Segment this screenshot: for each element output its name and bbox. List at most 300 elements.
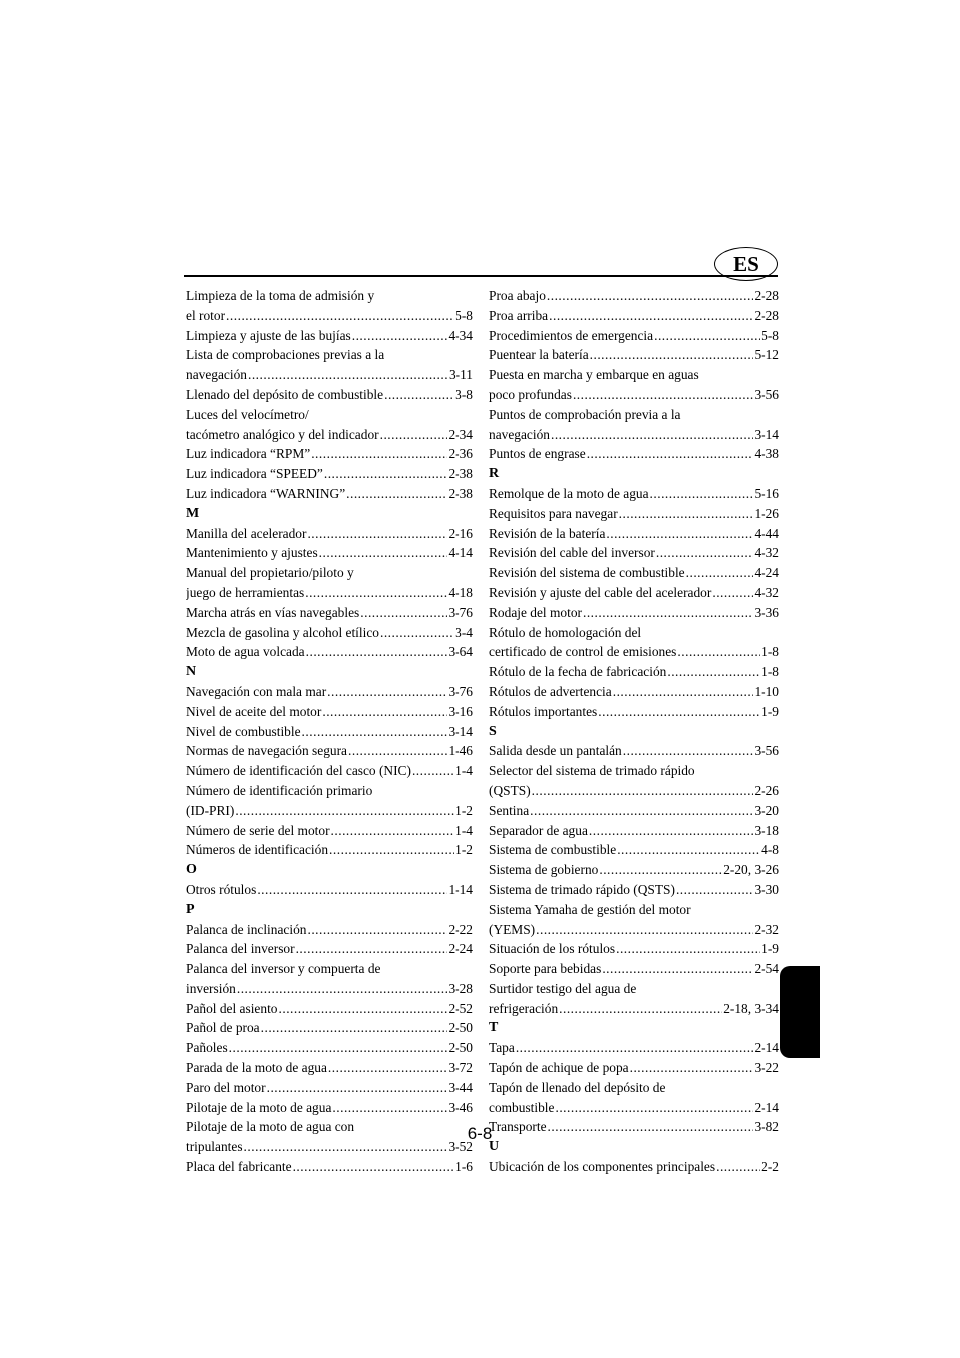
index-entry	[489, 444, 779, 464]
entry-page: 2-38	[448, 485, 473, 501]
index-entry	[186, 722, 473, 742]
dot-leader	[654, 326, 760, 346]
dot-leader	[307, 920, 447, 940]
entry-page: 1-46	[448, 743, 473, 759]
index-entry	[186, 326, 473, 346]
entry-label: Salida desde un pantalán	[489, 743, 622, 759]
dot-leader	[573, 385, 754, 405]
entry-page: 5-8	[761, 327, 779, 343]
entry-label: Ubicación de los componentes principales	[489, 1159, 716, 1175]
entry-page: 2-24	[448, 941, 473, 957]
index-entry	[489, 543, 779, 563]
index-entry	[489, 801, 779, 821]
index-entry	[489, 1038, 779, 1058]
entry-label: Sistema de gobierno	[489, 862, 599, 878]
dot-leader	[532, 781, 754, 801]
dot-leader	[616, 939, 760, 959]
entry-label: Normas de navegación segura	[186, 743, 347, 759]
index-entry	[489, 326, 779, 346]
index-entry	[186, 840, 473, 860]
index-entry	[489, 1098, 779, 1118]
dot-leader	[329, 840, 454, 860]
dot-leader	[559, 999, 722, 1019]
dot-leader	[712, 583, 753, 603]
dot-leader	[606, 524, 753, 544]
entry-label: (QSTS)	[489, 782, 531, 798]
index-entry	[489, 781, 779, 801]
index-entry	[186, 464, 473, 484]
index-entry	[489, 504, 779, 524]
dot-leader	[346, 484, 447, 504]
letter-label: S	[489, 723, 497, 739]
dot-leader	[331, 821, 455, 841]
entry-page: 2-18, 3-34	[723, 1000, 779, 1016]
entry-label: Proa arriba	[489, 307, 549, 323]
entry-label: Pañol del asiento	[186, 1000, 278, 1016]
entry-label: Luz indicadora “WARNING”	[186, 485, 346, 501]
entry-label: tripulantes	[186, 1139, 243, 1155]
index-entry-text	[489, 1078, 779, 1098]
entry-page: 1-2	[455, 802, 473, 818]
dot-leader	[348, 741, 447, 761]
index-entry	[489, 939, 779, 959]
entry-page: 1-8	[761, 664, 779, 680]
dot-leader	[324, 464, 448, 484]
entry-page: 5-12	[754, 347, 779, 363]
index-entry	[186, 1078, 473, 1098]
dot-leader	[293, 1157, 455, 1177]
entry-label: Rodaje del motor	[489, 604, 582, 620]
dot-leader	[686, 563, 754, 583]
entry-label: Llenado del depósito de combustible	[186, 386, 384, 402]
index-entry	[186, 939, 473, 959]
index-entry	[186, 623, 473, 643]
dot-leader	[384, 385, 454, 405]
dot-leader	[327, 682, 447, 702]
entry-page: 3-16	[448, 703, 473, 719]
entry-page: 2-50	[448, 1020, 473, 1036]
index-entry-text	[186, 286, 473, 306]
dot-leader	[619, 504, 754, 524]
entry-page: 3-44	[448, 1079, 473, 1095]
index-entry	[186, 1157, 473, 1177]
index-entry	[186, 880, 473, 900]
dot-leader	[306, 642, 448, 662]
entry-label: Puentear la batería	[489, 347, 589, 363]
entry-label: Nivel de aceite del motor	[186, 703, 322, 719]
index-entry-text	[489, 900, 779, 920]
dot-leader	[261, 1018, 448, 1038]
index-entry	[186, 1098, 473, 1118]
dot-leader	[630, 1058, 754, 1078]
entry-label: Revisión y ajuste del cable del acelerador	[489, 584, 712, 600]
entry-page: 3-52	[448, 1139, 473, 1155]
index-entry	[489, 662, 779, 682]
entry-label: Revisión de la batería	[489, 525, 606, 541]
dot-leader	[267, 1078, 448, 1098]
entry-label: Puntos de engrase	[489, 446, 586, 462]
dot-leader	[237, 979, 448, 999]
entry-label: Nivel de combustible	[186, 723, 301, 739]
index-entry-text	[489, 365, 779, 385]
entry-page: 2-22	[448, 921, 473, 937]
entry-label: Sistema de combustible	[489, 842, 617, 858]
entry-label: Número de identificación primario	[186, 782, 373, 798]
entry-label: Mezcla de gasolina y alcohol etílico	[186, 624, 379, 640]
index-entry	[489, 563, 779, 583]
entry-page: 1-26	[754, 505, 779, 521]
dot-leader	[617, 840, 760, 860]
entry-label: Manual del propietario/piloto y	[186, 565, 354, 581]
dot-leader	[257, 880, 447, 900]
entry-page: 2-26	[754, 782, 779, 798]
entry-label: tacómetro analógico y del indicador	[186, 426, 379, 442]
dot-leader	[590, 345, 754, 365]
entry-page: 2-36	[448, 446, 473, 462]
entry-page: 1-6	[455, 1159, 473, 1175]
entry-page: 3-20	[754, 802, 779, 818]
entry-label: Moto de agua volcada	[186, 644, 305, 660]
entry-label: Limpieza y ajuste de las bujías	[186, 327, 351, 343]
entry-page: 3-14	[448, 723, 473, 739]
entry-label: Parada de la moto de agua	[186, 1060, 327, 1076]
dot-leader	[555, 1098, 753, 1118]
entry-label: poco profundas	[489, 386, 572, 402]
index-entry	[489, 524, 779, 544]
entry-label: Rótulo de homologación del	[489, 624, 642, 640]
entry-label: Situación de los rótulos	[489, 941, 616, 957]
index-entry	[489, 603, 779, 623]
entry-page: 4-24	[754, 565, 779, 581]
index-entry-text	[489, 761, 779, 781]
entry-label: el rotor	[186, 307, 226, 323]
entry-page: 1-10	[754, 683, 779, 699]
index-entry	[186, 821, 473, 841]
entry-page: 2-20, 3-26	[723, 862, 779, 878]
index-entry-text	[186, 563, 473, 583]
index-entry-text	[186, 959, 473, 979]
index-entry	[489, 642, 779, 662]
entry-page: 1-2	[455, 842, 473, 858]
entry-label: Puntos de comprobación previa a la	[489, 406, 681, 422]
index-entry	[489, 920, 779, 940]
entry-page: 3-64	[448, 644, 473, 660]
entry-page: 1-14	[448, 881, 473, 897]
entry-page: 4-38	[754, 446, 779, 462]
entry-page: 1-4	[455, 763, 473, 779]
entry-page: 2-28	[754, 307, 779, 323]
index-entry	[186, 801, 473, 821]
entry-label: Placa del fabricante	[186, 1159, 292, 1175]
entry-label: Luces del velocímetro/	[186, 406, 309, 422]
index-letter-heading	[186, 504, 473, 524]
letter-label: T	[489, 1020, 499, 1036]
index-entry	[186, 603, 473, 623]
entry-label: Requisitos para navegar	[489, 505, 618, 521]
entry-label: Sistema de trimado rápido (QSTS)	[489, 881, 675, 897]
dot-leader	[551, 425, 753, 445]
dot-leader	[279, 999, 448, 1019]
entry-label: Navegación con mala mar	[186, 683, 327, 699]
index-letter-heading	[489, 1018, 779, 1038]
index-letter-heading	[186, 662, 473, 682]
dot-leader	[589, 821, 754, 841]
dot-leader	[248, 365, 448, 385]
dot-leader	[598, 702, 760, 722]
dot-leader	[530, 801, 753, 821]
index-entry	[186, 1038, 473, 1058]
entry-page: 2-38	[448, 466, 473, 482]
index-entry-text	[489, 979, 779, 999]
entry-page: 3-14	[754, 426, 779, 442]
entry-label: Remolque de la moto de agua	[489, 485, 649, 501]
entry-label: Tapón de llenado del depósito de	[489, 1079, 666, 1095]
entry-page: 4-14	[448, 545, 473, 561]
header-rule	[184, 275, 778, 277]
dot-leader	[549, 306, 753, 326]
entry-label: Paro del motor	[186, 1079, 266, 1095]
index-entry	[186, 761, 473, 781]
dot-leader	[623, 741, 754, 761]
index-entry	[489, 821, 779, 841]
entry-label: Manilla del acelerador	[186, 525, 307, 541]
index-entry	[489, 286, 779, 306]
entry-label: Revisión del cable del inversor	[489, 545, 655, 561]
dot-leader	[650, 484, 754, 504]
entry-page: 3-18	[754, 822, 779, 838]
index-entry	[186, 741, 473, 761]
entry-label: navegación	[186, 367, 247, 383]
index-entry	[186, 920, 473, 940]
index-entry	[489, 484, 779, 504]
entry-label: Soporte para bebidas	[489, 961, 602, 977]
dot-leader	[656, 543, 754, 563]
index-entry	[186, 702, 473, 722]
entry-page: 3-4	[455, 624, 473, 640]
index-entry	[489, 840, 779, 860]
dot-leader	[380, 425, 448, 445]
entry-page: 2-16	[448, 525, 473, 541]
entry-label: Mantenimiento y ajustes	[186, 545, 318, 561]
entry-page: 2-2	[761, 1159, 779, 1175]
entry-label: Revisión del sistema de combustible	[489, 565, 685, 581]
index-entry	[186, 682, 473, 702]
entry-page: 1-9	[761, 703, 779, 719]
dot-leader	[547, 286, 754, 306]
dot-leader	[667, 662, 760, 682]
entry-page: 3-8	[455, 386, 473, 402]
dot-leader	[536, 920, 753, 940]
entry-page: 2-52	[448, 1000, 473, 1016]
entry-page: 3-46	[448, 1099, 473, 1115]
entry-page: 2-54	[754, 961, 779, 977]
entry-page: 2-34	[448, 426, 473, 442]
index-entry	[489, 860, 779, 880]
entry-page: 2-14	[754, 1040, 779, 1056]
index-entry	[489, 741, 779, 761]
entry-page: 2-32	[754, 921, 779, 937]
entry-page: 3-22	[754, 1060, 779, 1076]
dot-leader	[716, 1157, 760, 1177]
entry-label: juego de herramientas	[186, 584, 305, 600]
entry-page: 3-82	[754, 1119, 779, 1135]
entry-page: 2-14	[754, 1099, 779, 1115]
entry-label: Pilotaje de la moto de agua	[186, 1099, 332, 1115]
index-entry	[186, 385, 473, 405]
index-entry	[186, 1018, 473, 1038]
dot-leader	[296, 939, 448, 959]
index-entry	[489, 385, 779, 405]
letter-label: O	[186, 862, 197, 878]
entry-label: inversión	[186, 980, 236, 996]
entry-page: 3-56	[754, 743, 779, 759]
letter-label: U	[489, 1139, 500, 1155]
index-entry-text	[186, 405, 473, 425]
dot-leader	[311, 444, 447, 464]
dot-leader	[412, 761, 454, 781]
entry-label: navegación	[489, 426, 550, 442]
entry-label: Separador de agua	[489, 822, 588, 838]
index-entry	[186, 1058, 473, 1078]
entry-page: 4-34	[448, 327, 473, 343]
dot-leader	[235, 801, 454, 821]
dot-leader	[352, 326, 448, 346]
entry-label: Limpieza de la toma de admisión y	[186, 288, 375, 303]
dot-leader	[360, 603, 447, 623]
dot-leader	[602, 959, 753, 979]
entry-page: 1-8	[761, 644, 779, 660]
entry-label: Otros rótulos	[186, 881, 257, 897]
index-entry	[186, 484, 473, 504]
entry-label: Pañol de proa	[186, 1020, 260, 1036]
dot-leader	[319, 543, 448, 563]
entry-page: 4-32	[754, 545, 779, 561]
language-badge: ES	[714, 247, 778, 281]
entry-label: refrigeración	[489, 1000, 559, 1016]
entry-label: Número de identificación del casco (NIC)	[186, 763, 411, 779]
entry-page: 3-36	[754, 604, 779, 620]
dot-leader	[328, 1058, 448, 1078]
index-entry	[186, 642, 473, 662]
index-entry	[489, 880, 779, 900]
entry-label: Procedimientos de emergencia	[489, 327, 654, 343]
entry-page: 3-56	[754, 386, 779, 402]
entry-page: 4-32	[754, 584, 779, 600]
entry-page: 3-76	[448, 604, 473, 620]
entry-page: 4-18	[448, 584, 473, 600]
dot-leader	[307, 524, 447, 544]
entry-label: Rótulos importantes	[489, 703, 598, 719]
dot-leader	[322, 702, 447, 722]
index-entry	[489, 682, 779, 702]
index-entry	[186, 979, 473, 999]
entry-page: 5-8	[455, 307, 473, 323]
entry-label: Palanca del inversor y compuerta de	[186, 961, 381, 977]
entry-label: Rótulos de advertencia	[489, 683, 612, 699]
index-entry	[186, 999, 473, 1019]
entry-page: 3-76	[448, 683, 473, 699]
index-entry	[186, 543, 473, 563]
entry-label: Lista de comprobaciones previas a la	[186, 347, 385, 363]
dot-leader	[587, 444, 754, 464]
entry-label: combustible	[489, 1099, 555, 1115]
entry-label: Luz indicadora “SPEED”	[186, 466, 323, 482]
index-letter-heading	[489, 464, 779, 484]
dot-leader	[332, 1098, 447, 1118]
index-entry-text	[186, 781, 473, 801]
entry-label: (YEMS)	[489, 921, 536, 937]
index-entry	[489, 999, 779, 1019]
index-letter-heading	[186, 860, 473, 880]
index-entry	[489, 702, 779, 722]
entry-label: Luz indicadora “RPM”	[186, 446, 311, 462]
entry-page: 1-4	[455, 822, 473, 838]
dot-leader	[229, 1038, 448, 1058]
entry-label: Puesta en marcha y embarque en aguas	[489, 367, 699, 383]
dot-leader	[583, 603, 753, 623]
index-entry	[489, 1157, 779, 1177]
entry-label: Selector del sistema de trimado rápido	[489, 763, 695, 779]
index-entry-text	[489, 405, 779, 425]
dot-leader	[380, 623, 454, 643]
letter-label: N	[186, 664, 197, 680]
entry-label: Sentina	[489, 802, 530, 818]
entry-page: 4-44	[754, 525, 779, 541]
letter-label: R	[489, 466, 500, 482]
index-column-left	[186, 286, 473, 1177]
letter-label: M	[186, 505, 200, 521]
dot-leader	[302, 722, 448, 742]
entry-page: 3-30	[754, 881, 779, 897]
index-entry	[186, 425, 473, 445]
entry-label: Número de serie del motor	[186, 822, 330, 838]
entry-label: Proa abajo	[489, 288, 546, 303]
index-entry	[489, 345, 779, 365]
index-letter-heading	[489, 722, 779, 742]
entry-label: Palanca de inclinación	[186, 921, 307, 937]
letter-label: P	[186, 901, 195, 917]
index-entry-text	[489, 623, 779, 643]
index-entry	[186, 365, 473, 385]
entry-label: Transporte	[489, 1119, 547, 1135]
dot-leader	[599, 860, 722, 880]
entry-page: 3-28	[448, 980, 473, 996]
entry-label: Palanca del inversor	[186, 941, 295, 957]
dot-leader	[676, 880, 754, 900]
index-entry	[489, 1058, 779, 1078]
entry-label: Números de identificación	[186, 842, 329, 858]
entry-page: 3-11	[448, 367, 473, 383]
section-thumb-tab	[780, 966, 820, 1058]
entry-label: Pilotaje de la moto de agua con	[186, 1119, 355, 1135]
index-entry	[489, 583, 779, 603]
entry-label: (ID-PRI)	[186, 802, 235, 818]
dot-leader	[677, 642, 760, 662]
index-entry	[186, 444, 473, 464]
dot-leader	[613, 682, 754, 702]
index-letter-heading	[186, 900, 473, 920]
entry-page: 3-72	[448, 1060, 473, 1076]
dot-leader	[516, 1038, 754, 1058]
index-column-right	[489, 286, 779, 1177]
entry-label: Sistema Yamaha de gestión del motor	[489, 901, 691, 917]
entry-label: Surtidor testigo del agua de	[489, 980, 637, 996]
index-entry	[186, 583, 473, 603]
entry-page: 2-50	[448, 1040, 473, 1056]
dot-leader	[305, 583, 447, 603]
entry-label: Tapón de achique de popa	[489, 1060, 629, 1076]
entry-page: 5-16	[754, 485, 779, 501]
